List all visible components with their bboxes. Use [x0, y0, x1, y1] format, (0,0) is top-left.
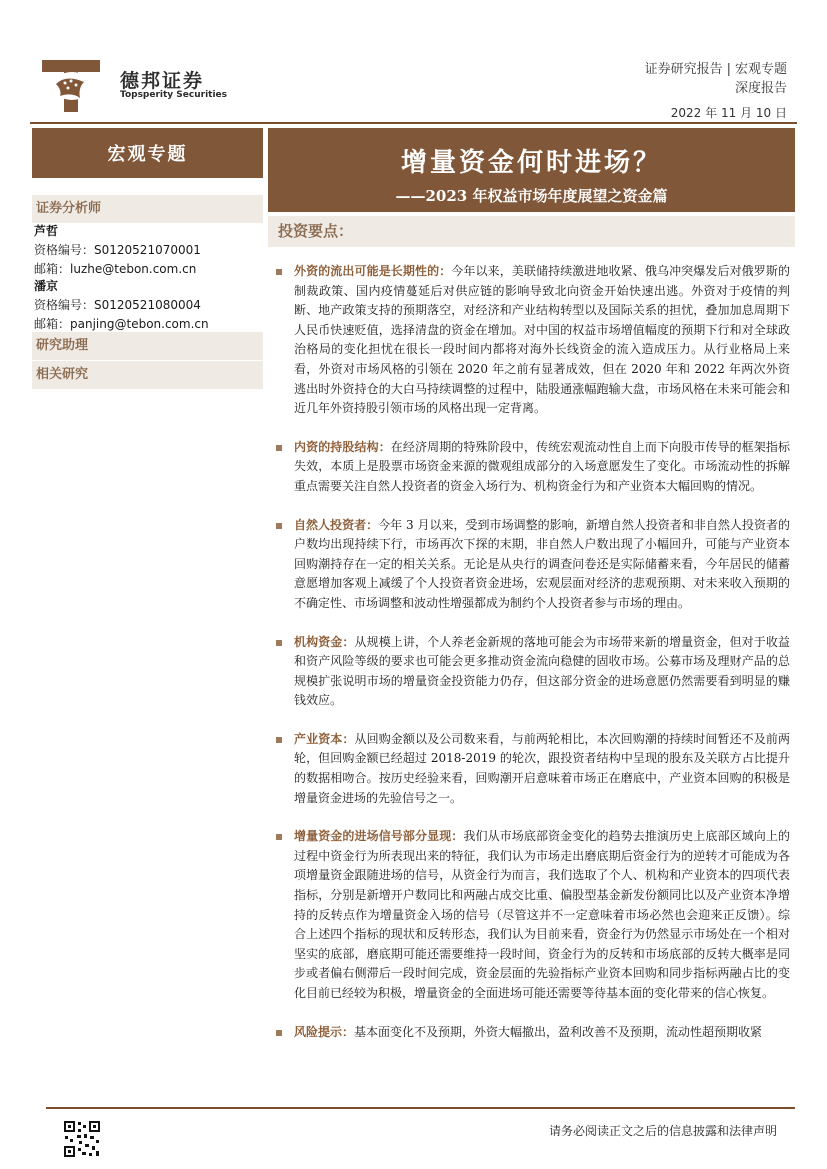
list-item [276, 633, 790, 711]
date-month-unit: 月 [736, 106, 756, 120]
bullet-icon [276, 445, 282, 451]
point-lead: 产业资本： [294, 731, 355, 746]
point-text: 从规模上讲，个人养老金新规的落地可能会为市场带来新的增量资金，但对于收益和资产风险等级的要求也可能会更多推动资金流向稳健的固收市场。公募市场及理财产品的总规模扩张说明市场的增量资金投资能力仍存，但这部分资金的进场意愿仍然需要看到明显的赚钱效应。 [294, 634, 790, 708]
cert-label: 资格编号： [34, 298, 95, 312]
legal-disclaimer: 请务必阅读正文之后的信息披露和法律声明 [548, 1124, 777, 1138]
bullet-icon [276, 523, 282, 529]
bullet-icon [276, 834, 282, 840]
date-year: 2022 [670, 106, 702, 120]
list-item [276, 1023, 790, 1043]
email-label: 邮箱： [34, 262, 71, 276]
topic-label: 宏观专题 [32, 128, 263, 178]
list-item [276, 827, 790, 1003]
investment-points-heading: 投资要点： [268, 216, 795, 247]
point-text: 从回购金额以及公司数来看，与前两轮相比，本次回购潮的持续时间暂还不及前两轮，但回购金额已经超过 2018-2019 的轮次，跟投资者结构中呈现的股东及关联方占比提升的数据相吻合。按历史经验来看，回购潮开启意味着市场正在磨底中，产业资本回购的积极是增量资金进场的先验信号之一。 [294, 731, 790, 805]
date-month: 11 [720, 106, 737, 120]
bullet-icon [276, 1030, 282, 1036]
analyst-cert: S0120521080004 [94, 298, 201, 312]
bullet-icon [276, 640, 282, 646]
title-banner [268, 128, 795, 212]
related-research-heading: 相关研究 [32, 361, 263, 389]
analyst-name: 芦哲 [34, 224, 59, 238]
point-lead: 风险提示： [294, 1024, 355, 1039]
point-text: 今年 3 月以来，受到市场调整的影响，新增自然人投资者和非自然人投资者的户数均出现持续下行，市场再次下探的末期，非自然人户数出现了小幅回升，可能与产业资本回购潮持存在一定的相关关系。无论是从央行的调查问卷还是实际储蓄来看，今年居民的储蓄意愿增加客观上减缓了个人投资者资金进场，宏观层面对经济的悲观预期、对未来收入预期的不确定性、市场调整和波动性增强都成为制约个人投资者参与市场的理由。 [294, 517, 790, 610]
analyst-email[interactable]: luzhe@tebon.com.cn [70, 262, 197, 276]
list-item [276, 262, 790, 419]
report-title: 增量资金何时进场？ [400, 148, 662, 178]
header-divider [30, 122, 797, 124]
brand-name-en: Topsperity Securities [120, 90, 227, 100]
report-type: 证券研究报告 [644, 62, 723, 77]
point-lead: 增量资金的进场信号部分显现： [294, 829, 464, 844]
report-subtype: 深度报告 [734, 81, 787, 96]
analyst-email[interactable]: panjing@tebon.com.cn [70, 317, 209, 331]
point-text: 我们从市场底部资金变化的趋势去推演历史上底部区域向上的过程中资金行为所表现出来的特征，我们认为市场走出磨底期后资金行为的逆转才可能成为各项增量资金跟随进场的信号，从资金行为而言，我们选取了个人、机构和产业资本的四项代表指标，分别是新增开户数同比和两融占成交比重、偏股型基金新发份额同比以及产业资本净增持的反转点作为增量资金入场的信号（尽管这并不一定意味着市场必然也会迎来正反馈）。综合上述四个指标的现状和反转形态，我们认为目前来看，资金行为仍然显示市场处在一个相对坚实的底部，磨底期可能还需要维持一段时间，资金行为的反转和市场底部的反转大概率是同步或者偏右侧滞后一段时间完成，资金层面的先验指标产业资本回购和同步指标两融占比的变化目前已经较为积极，增量资金的全面进场可能还需要等待基本面的变化带来的信心恢复。 [294, 829, 790, 1000]
brand-name-cn: 德邦证券 [120, 70, 205, 92]
report-category: 宏观专题 [734, 62, 787, 77]
point-lead: 机构资金： [294, 634, 355, 649]
date-day: 10 [755, 106, 772, 120]
footer-divider [46, 1107, 795, 1109]
qr-code-icon[interactable] [63, 1120, 101, 1158]
analyst-entry [34, 277, 209, 334]
point-text: 基本面变化不及预期，外资大幅撤出，盈利改善不及预期，流动性超预期收紧 [354, 1024, 763, 1039]
analyst-entry [34, 222, 201, 279]
analyst-cert: S0120521070001 [94, 243, 201, 257]
point-text: 今年以来，美联储持续激进地收紧、俄乌冲突爆发后对俄罗斯的制裁政策、国内疫情蔓延后对供应链的影响导致北向资金开始快速出逃。外资对于疫情的判断、地产政策支持的预期落空，对经济和产业结构转型以及国际关系的担忧，叠加加息周期下人民币快速贬值，选择清盘的资金在增加。对中国的权益市场增值幅度的预期下行和对全球政治格局的变化担忧在很长一段时间内都将对海外长线资金的流入造成压力。从行业格局上来看，外资对市场风格的引领在 2020 年之前有显著成效，但在 2020 年和 2022 年两次外资逃出时外资持仓的大白马持续调整的过程中，陆股通涨幅跑输大盘，市场风格在未来可能会和近几年外资持股引领市场的风格出现一定背离。 [294, 264, 790, 416]
report-date [671, 104, 787, 121]
bullet-icon [276, 269, 282, 275]
point-text: 在经济周期的特殊阶段中，传统宏观流动性自上而下向股市传导的框架指标失效，本质上是股票市场资金来源的微观组成部分的入场意愿发生了变化。市场流动性的拆解重点需要关注自然人投资者的资金入场行为、机构资金行为和产业资本大幅回购的情况。 [294, 439, 790, 493]
email-label: 邮箱： [34, 317, 71, 331]
investment-points-list [276, 262, 790, 1061]
date-year-unit: 年 [701, 106, 721, 120]
analyst-name: 潘京 [34, 279, 59, 293]
list-item [276, 730, 790, 808]
report-type-block: 证券研究报告 | 宏观专题 深度报告 [644, 62, 787, 96]
point-lead: 自然人投资者： [294, 517, 379, 532]
list-item [276, 438, 790, 497]
point-lead: 内资的持股结构： [294, 439, 391, 454]
assistant-heading: 研究助理 [32, 332, 263, 360]
bullet-icon [276, 737, 282, 743]
point-lead: 外资的流出可能是长期性的： [294, 264, 452, 278]
list-item [276, 516, 790, 614]
analysts-heading: 证券分析师 [32, 195, 263, 223]
report-subtitle: ——2023 年权益市场年度展望之资金篇 [395, 187, 668, 205]
cert-label: 资格编号： [34, 243, 95, 257]
company-logo [38, 58, 104, 114]
date-day-unit: 日 [771, 106, 787, 120]
